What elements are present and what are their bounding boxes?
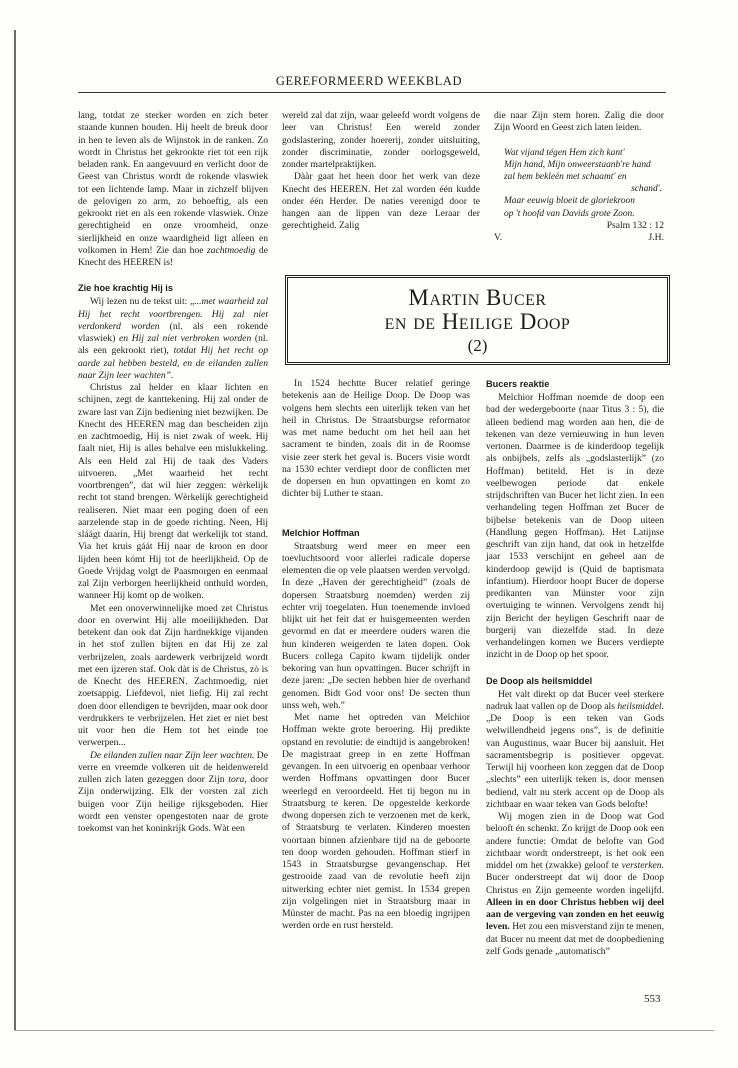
article-title-line-1: Martin Bucer xyxy=(408,285,547,310)
paragraph: Wij lezen nu de tekst uit: „...met waarheid zal Hij het recht voortbrengen. Hij zal niet verdonkerd worden (nl. als een rokende vlaswiek) en Hij zal niet verbroken worden (nl. als een gekrookt riet), totdat Hij het recht op aarde zal hebben besteld, en de eilanden zullen naar Zijn leer wachten”. xyxy=(78,296,268,381)
paragraph: Met een onoverwinnelijke moed zet Christus door en overwint Hij alle moeilijkheden. Dat betekent dan ook dat Zijn hardnekkige vijanden in het stof zullen bijten en dat Hij ze zal verbrijzelen, zoals aardewerk verbrijzeld wordt met een ijzeren staf. Ook dàt is de Christus, zò is de Knecht des HEEREN. Zachtmoedig, niet zoetsappig. Liefdevol, niet liefig. Hij zal recht doen door ellendigen te bevrijden, maar ook door verdrukkers te verbrijzelen. Het ziet er niet best uit voor hen die Hem tot het einde toe verwerpen... xyxy=(78,602,268,749)
psalm-verse xyxy=(504,147,664,220)
verse-line: Maar eeuwig bloeit de gloriekroon xyxy=(504,196,635,207)
signature xyxy=(494,232,664,244)
paragraph: Dààr gaat het heen door het werk van deze Knecht des HEEREN. Het zal worden één kudde onder één Herder. De naties verenigd door te hangen aan de lippen van deze Leraar der gerechtigheid. Zalig xyxy=(282,171,480,232)
verse-line: op 't hoofd van Davids grote Zoon. xyxy=(504,208,635,219)
page-number: 553 xyxy=(644,993,661,1005)
paragraph: Christus zal helder en klaar lichten en schijnen, zegt de kanttekening. Hij zal onder de zware last van Zijn bediening niet bezwijken. De Knecht des HEEREN mag dan bescheiden zijn en zachtmoedig, Hij is niet zwak of week. Hij faalt niet, Hij is alles behalve een mislukkeling. Als een Held zal Hij de taak des Vaders uitvoeren. „Met waarheid het recht voortbrengen”, dat wil hier zeggen: wèrkelijk recht tot stand brengen. Wèrkelijk gerechtigheid realiseren. Niet maar een poging doen of een aarzelende stap in de goede richting. Neen, Hij sláágt daarin, Hij brengt dat werkelijk tot stand. Via het kruis gáát Hij naar de kroon en door lijden heen kómt Hij tot de heerlijkheid. Op de Goede Vrijdag volgt de Paasmorgen en eenmaal zal Zijn verborgen heerlijkheid onthuld worden, wanneer Hij komt op de wolken. xyxy=(78,382,268,602)
article-title-line-2: en de Heilige Doop xyxy=(384,309,571,334)
article-title-box xyxy=(285,275,670,365)
page-binding-edge xyxy=(14,30,16,1030)
page-bottom-edge xyxy=(14,1030,714,1031)
paragraph: wereld zal dat zijn, waar geleefd wordt volgens de leer van Christus! Een wereld zonder godslastering, zonder hoererij, zonder uitsluiting, zonder discriminatie, zonder oorlogsgeweld, zonder martelpraktijken. xyxy=(282,110,480,170)
section-heading: Bucers reaktie xyxy=(486,379,550,389)
signature-right: J.H. xyxy=(648,231,664,243)
paragraph: Straatsburg werd meer en meer een toevluchtsoord voor allerlei radicale doperse elementen die op vele plaatsen werden vervolgd. In deze „Haven der gerechtigheid” (zoals de dopersen Straatsburg noemden) werden zij echter vrij toegelaten. Hun toenemende invloed blijkt uit het feit dat er huisgemeenten werden gevormd en dat er meerdere ouders waren die hun kinderen weigerden te laten dopen. Ook Bucers collega Capito kwam tijdelijk onder bekoring van hun opvattingen. Bucer schrijft in deze jaren: „De secten hebben hier de overhand genomen. Bidt God voor ons! De secten thun unss weh, weh.” xyxy=(282,540,470,711)
running-header: GEREFORMEERD WEEKBLAD xyxy=(275,74,463,88)
article-column-b xyxy=(486,378,664,958)
column-1 xyxy=(78,110,268,835)
verse-line: schand'. xyxy=(631,184,662,195)
article-column-a xyxy=(282,378,470,933)
header-rule xyxy=(78,92,666,93)
section-heading: Zie hoe krachtig Hij is xyxy=(78,283,173,294)
paragraph: lang, totdat ze sterker worden en zich beter staande kunnen houden. Hij heelt de breuk door in hen te leven als de Wijnstok in de ranken. Zo wordt in Christus het gekrookte riet tot een rijk beladen rank. En aangevuurd en verlicht door de Geest van Christus wordt de rokende vlaswiek tot een lichtende lamp. Maar in zichzelf blijven de gelovigen zo arm, zo behoeftig, als een gekrookt riet en als een rokende vlaswiek. Onze gerechtigheid en onze vroomheid, onze sierlijkheid en onze waardigheid ligt alleen en volkomen in Hem! Zie dan hoe zachtmoedig de Knecht des HEEREN is! xyxy=(78,110,268,268)
section-heading: De Doop als heilsmiddel xyxy=(486,675,593,686)
column-3 xyxy=(494,110,664,244)
paragraph: die naar Zijn stem horen. Zalig die door Zijn Woord en Geest zich laten leiden. xyxy=(494,110,664,134)
paragraph: Wij mogen zien in de Doop wat God belooft én schenkt. Zo krijgt de Doop ook een andere functie: Omdat de belofte van God zichtbaar wordt onderstreept, is het ook een middel om het (zwakke) geloof te versterken. Bucer onderstreept dat wij door de Doop Christus en Zijn gemeente worden ingelijfd. Alleen in en door Christus hebben wij deel aan de vergeving van zonden en het eeuwig leven. Het zou een misverstand zijn te menen, dat Bucer nu meent dat met de doopbediening zelf Gods genade „automatisch” xyxy=(486,811,664,957)
article-part-number: (2) xyxy=(467,336,488,355)
paragraph: Het valt direkt op dat Bucer veel sterkere nadruk laat vallen op de Doop als heilsmiddel. „De Doop is een teken van Gods welwillendheid jegens ons”, is de definitie van Augustinus, waar Bucer bij aansluit. Het sacramentsbegrip is positiever opgevat. Terwijl hij voorheen kon zeggen dat de Doop „slechts” een uiterlijk teken is, door mensen bediend, valt nu sterk accent op de Doop als zichtbaar en waar teken van Gods belofte! xyxy=(486,688,664,810)
psalm-reference: Psalm 132 : 12 xyxy=(606,219,664,231)
verse-line: Mijn hand, Mijn onweerstaanb're hand xyxy=(504,159,651,170)
verse-line: Wat vijand tégen Hem zich kant' xyxy=(504,147,625,158)
paragraph: Melchior Hoffman noemde de doop een bad der wedergeboorte (naar Titus 3 : 5), die alleen bediend mag worden aan hen, die de tekenen van deze vernieuwing in hun leven vertonen. Daarmee is de kinderdoop tegelijk als onbijbels, zelfs als „godslasterlijk” (zo Hoffman) betiteld. Het is in deze veelbewogen periode dat enkele strijdschriften van Bucer het licht zien. In een verhandeling tegen Hoffman zet Bucer de bijbelse betekenis van de Doop uiteen (Handlung gegen Hoffman). Het Latijnse geschrift van zijn hand, dat ook in hetzelfde jaar 1533 verschijnt en geheel aan de kinderdoop gewijd is (Quid de baptismata infantium). Hierdoor hoopt Bucer de doperse predikanten van Münster voor zijn overtuiging te winnen. Vervolgens zendt hij zijn Bericht der heyligen Geschrift naar de burgerij van diezelfde stad. In deze verhandelingen komen we Bucers verdiepte inzicht in de Doop op het spoor. xyxy=(486,392,664,661)
paragraph: In 1524 hechtte Bucer relatief geringe betekenis aan de Heilige Doop. De Doop was volgens hem slechts een uiterlijk teken van het heil in Christus. De Straatsburgse reformator was met name beducht om het heil aan het sacrament te binden, zoals dit in de Roomse visie zeer sterk het geval is. Bucers visie wordt na 1530 echter verdiept door de conflicten met de dopersen en hun opvattingen en komt zo dichter bij Luther te staan. xyxy=(282,378,470,500)
paragraph: De eilanden zullen naar Zijn leer wachten. De verre en vreemde volkeren uit de heidenwereld zullen zich laten gezeggen door Zijn tora, door Zijn onderwijzing. Elk der vorsten zal zich buigen voor Zijn heilige rijksgeboden. Hier wordt een venster opengestoten naar de grote toekomst van het koninkrijk Gods. Wàt een xyxy=(78,749,269,834)
column-2 xyxy=(282,110,480,233)
signature-left: V. xyxy=(494,231,503,243)
section-heading: Melchior Hoffman xyxy=(282,527,360,538)
verse-line: zal hem bekleën met schaamt' en xyxy=(504,171,627,182)
paragraph: Met name het optreden van Melchior Hoffman wekte grote beroering. Hij predikte opstand en revolutie: de eindtijd is aangebroken! De magistraat greep in en zette Hoffman gevangen. In een uitvoerig en openbaar verhoor werden Hoffmans opvattingen door Bucer weerlegd en veroordeeld. Het tij begon nu in Straatsburg te keren. De opgestelde kerkorde dwong dopersen zich te verzoenen met de kerk, of Straatsburg te verlaten. Kinderen moesten voortaan binnen afzienbare tijd na de geboorte ten doop worden gehouden. Hoffman stierf in 1543 in Straatsburgse gevangenschap. Het gestrooide zaad van de revolutie heeft zijn uitwerking echter niet gemist. In 1534 grepen zijn volgelingen niet in Straatsburg maar in Münster de macht. Pas na een bloedig ingrijpen werden orde en rust hersteld. xyxy=(282,712,470,932)
